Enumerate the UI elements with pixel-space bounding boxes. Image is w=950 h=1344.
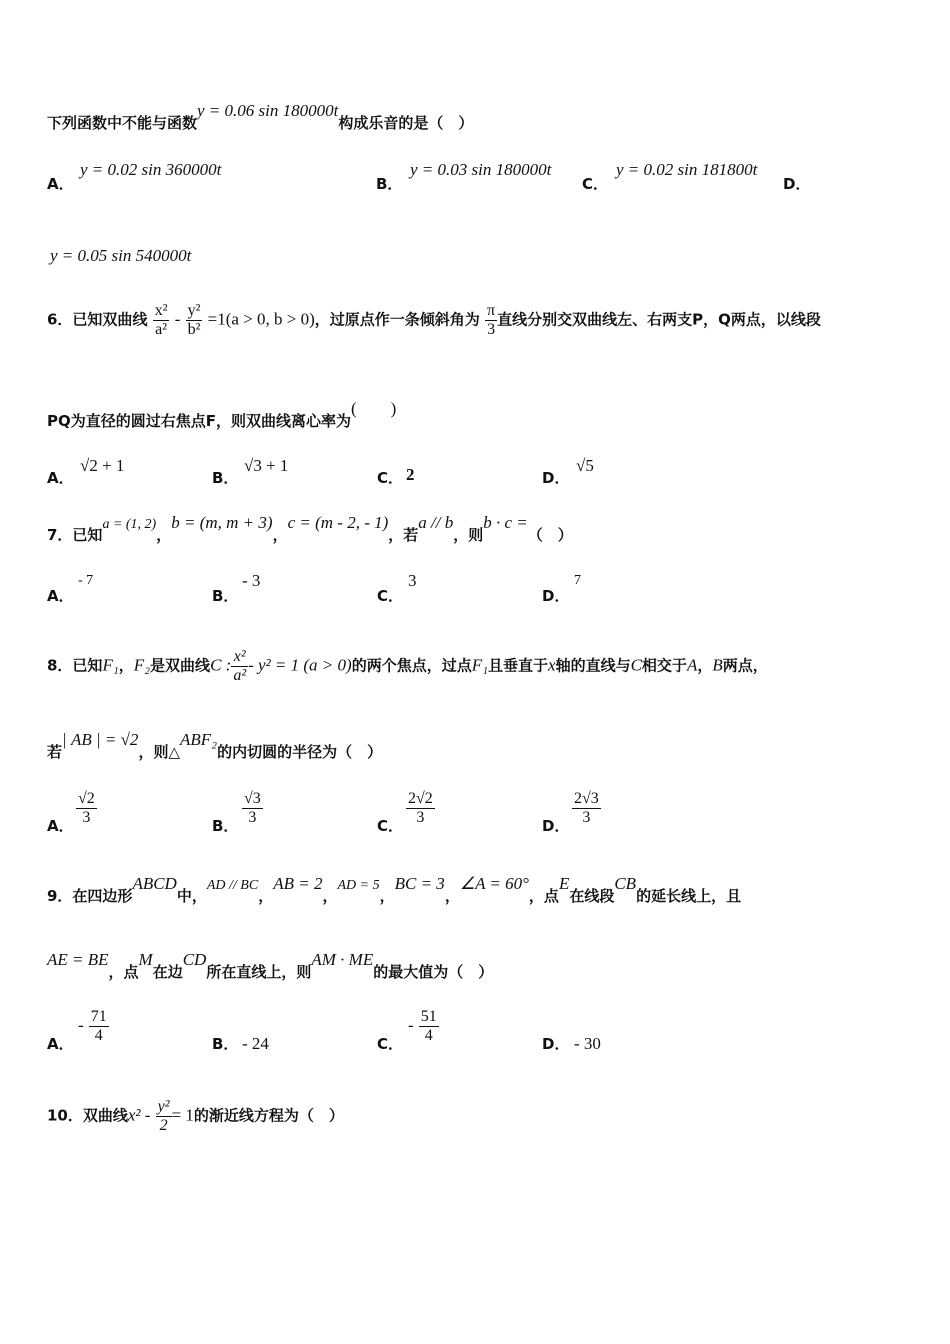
q8-c-den: 3 bbox=[416, 808, 425, 826]
q8-line2 bbox=[47, 730, 383, 762]
q5-stem bbox=[47, 101, 474, 133]
q5-option-b-value: y = 0.03 sin 180000t bbox=[410, 160, 552, 179]
q8-f2: F₂ bbox=[133, 655, 151, 675]
q7-vec-c: c = (m - 2, - 1) bbox=[287, 513, 389, 532]
q8-b-den: 3 bbox=[248, 808, 257, 826]
q9-cond2: AB = 2 bbox=[273, 874, 323, 893]
q8-c: C bbox=[630, 655, 642, 675]
q7-paren: （ ） bbox=[527, 526, 573, 544]
q7-cond-pre: ，若 bbox=[388, 526, 419, 544]
q5-option-a-label: A． bbox=[47, 175, 74, 193]
q9-option-a-label: A． bbox=[47, 1035, 74, 1053]
q10-frac bbox=[156, 1098, 172, 1134]
q10-two: 2 bbox=[159, 1116, 168, 1134]
q9-cond4: BC = 3 bbox=[394, 874, 445, 893]
q6-option-d-label: D． bbox=[542, 469, 570, 487]
q9-option-b-value: - 24 bbox=[242, 1034, 269, 1053]
q9-stem: 9．在四边形ABCD中，AD // BC，AB = 2，AD = 5，BC = 3，∠A = 60°，点E在线段CB的延长线上，且 bbox=[47, 874, 742, 905]
q6-option-b-label: B． bbox=[212, 469, 239, 487]
q8-rest: - y² = 1 (a > 0) bbox=[248, 655, 352, 675]
q9-option-c-label: C． bbox=[377, 1035, 404, 1053]
q6-option-d-value: √5 bbox=[576, 456, 594, 475]
q10-y2: y² bbox=[157, 1098, 170, 1115]
q6-number: 6．已知双曲线 bbox=[47, 310, 148, 329]
q5-option-b-label: B． bbox=[376, 175, 403, 193]
q9-option-d-label: D． bbox=[542, 1035, 570, 1053]
q6-stem bbox=[47, 302, 821, 338]
q7-vec-b: b = (m, m + 3) bbox=[171, 513, 273, 532]
q10-eq: = 1 bbox=[171, 1105, 194, 1125]
q8-b: B bbox=[712, 655, 723, 675]
q8-comma: ， bbox=[697, 656, 713, 675]
q6-tail: 直线分别交双曲线左、右两支P，Q两点，以线段 bbox=[497, 310, 821, 329]
q9-zai: 在线段 bbox=[569, 887, 615, 905]
q10-stem bbox=[47, 1098, 344, 1134]
q5-formula: y = 0.06 sin 180000t bbox=[197, 101, 339, 120]
q9-l2c: 在边 bbox=[152, 963, 183, 981]
q8-a-num: √2 bbox=[78, 790, 95, 807]
q5-prefix: 下列函数中不能与函数 bbox=[47, 114, 198, 132]
q8-t2: 且垂直于 bbox=[488, 656, 549, 675]
q6-y2: y² bbox=[187, 302, 201, 319]
q8-option-c-label: C． bbox=[377, 817, 404, 835]
q9-e: E bbox=[558, 874, 570, 893]
q8-curve-name: C : bbox=[210, 655, 232, 675]
q5-suffix: 构成乐音的是（ ） bbox=[338, 114, 474, 132]
q9-option-b-label: B． bbox=[212, 1035, 239, 1053]
q6-option-a-label: A． bbox=[47, 469, 74, 487]
q8-option-d-value bbox=[572, 790, 601, 826]
q9-c-sign: - bbox=[408, 1015, 414, 1035]
q9-a-den: 4 bbox=[94, 1026, 103, 1044]
q9-cond3: AD = 5 bbox=[337, 878, 380, 893]
q8-option-c-value bbox=[406, 790, 435, 826]
q6-option-c-label: C． bbox=[377, 469, 404, 487]
q7-option-a-value: - 7 bbox=[78, 573, 94, 588]
q6-line2 bbox=[47, 399, 397, 431]
q6-frac-y bbox=[186, 302, 203, 338]
q8-d-num: 2√3 bbox=[574, 790, 599, 807]
q9-cb: CB bbox=[614, 874, 637, 893]
q5-option-c-label: C． bbox=[582, 175, 609, 193]
q6-b2: b² bbox=[187, 320, 201, 338]
q9-option-a-value bbox=[78, 1008, 109, 1044]
q9-l2e: 的最大值为（ ） bbox=[373, 963, 494, 981]
q7-option-c-label: C． bbox=[377, 587, 404, 605]
q8-d-den: 3 bbox=[582, 808, 591, 826]
q8-frac bbox=[231, 648, 248, 684]
q5-option-c-value: y = 0.02 sin 181800t bbox=[616, 160, 758, 179]
q9-l2b: ，点 bbox=[108, 963, 139, 981]
q9-zhong: 中， bbox=[176, 887, 207, 905]
q8-a2: a² bbox=[233, 666, 247, 684]
q7-dot: b · c = bbox=[483, 513, 528, 532]
q7-vec-a: a = (1, 2) bbox=[102, 517, 157, 532]
q7-option-b-value: - 3 bbox=[242, 571, 261, 590]
q6-minus: - bbox=[174, 309, 181, 329]
q6-three: 3 bbox=[487, 320, 496, 338]
q9-tail: 的延长线上，且 bbox=[636, 887, 742, 905]
q9-abcd: ABCD bbox=[132, 874, 177, 893]
q6-mid: ，过原点作一条倾斜角为 bbox=[314, 310, 480, 329]
q9-c-num: 51 bbox=[420, 1008, 437, 1025]
q9-line2 bbox=[47, 950, 494, 982]
q7-stem: 7．已知a = (1, 2)，b = (m, m + 3)，c = (m - 2, - 1)，若a // b，则b · c =（ ） bbox=[47, 513, 573, 544]
q9-l2d: 所在直线上，则 bbox=[206, 963, 312, 981]
q8-x2: x² bbox=[231, 648, 248, 667]
q5-option-d-value: y = 0.05 sin 540000t bbox=[50, 246, 192, 265]
q9-ae-be: AE = BE bbox=[47, 950, 109, 969]
q7-option-d-value: 7 bbox=[574, 573, 581, 588]
q6-option-c-value: 2 bbox=[406, 465, 415, 484]
q10-x2: x² - bbox=[127, 1105, 151, 1125]
q6-frac-angle bbox=[485, 302, 497, 338]
q8-a: A bbox=[686, 655, 698, 675]
q8-t5: 两点， bbox=[722, 656, 768, 675]
q8-triangle: ABF₂ bbox=[179, 730, 218, 749]
q9-cond5: ∠A = 60° bbox=[459, 874, 529, 893]
q9-cd: CD bbox=[182, 950, 207, 969]
q8-l2-tail: 的内切圆的半径为（ ） bbox=[217, 743, 383, 761]
q6-pi: π bbox=[487, 302, 496, 319]
q7-option-a-label: A． bbox=[47, 587, 74, 605]
q8-f1: F₁ bbox=[102, 655, 119, 675]
q8-option-a-value bbox=[76, 790, 97, 826]
q8-t1: 的两个焦点，过点 bbox=[351, 656, 472, 675]
q8-a-den: 3 bbox=[82, 808, 91, 826]
q7-option-d-label: D． bbox=[542, 587, 570, 605]
q8-t4: 相交于 bbox=[641, 656, 687, 675]
q10-tail: 的渐近线方程为（ ） bbox=[193, 1106, 344, 1125]
q8-l2-mid: ，则△ bbox=[138, 743, 180, 761]
q6-paren: ( ) bbox=[351, 399, 397, 418]
q8-b-num: √3 bbox=[244, 790, 261, 807]
q9-dian: ，点 bbox=[528, 887, 559, 905]
q9-number: 9．在四边形 bbox=[47, 887, 133, 905]
q7-number: 7．已知 bbox=[47, 526, 103, 544]
q8-is: 是双曲线 bbox=[150, 656, 211, 675]
q8-ab: | AB | = √2 bbox=[62, 730, 139, 749]
q7-parallel: a // b bbox=[418, 513, 454, 532]
q5-option-d-label: D． bbox=[783, 175, 811, 193]
q8-option-a-label: A． bbox=[47, 817, 74, 835]
q6-option-b-value: √3 + 1 bbox=[244, 456, 289, 475]
q9-c-den: 4 bbox=[424, 1026, 433, 1044]
q7-then: ，则 bbox=[453, 526, 484, 544]
q6-a2: a² bbox=[155, 320, 168, 338]
q6-x2: x² bbox=[154, 302, 168, 319]
q6-line2-text: PQ为直径的圆过右焦点F，则双曲线离心率为 bbox=[47, 412, 351, 430]
q10-number: 10．双曲线 bbox=[47, 1106, 128, 1125]
q8-x: x bbox=[548, 655, 556, 675]
q6-condition: =1(a > 0, b > 0) bbox=[207, 309, 315, 329]
q8-option-b-label: B． bbox=[212, 817, 239, 835]
q7-option-c-value: 3 bbox=[408, 571, 417, 590]
q9-a-sign: - bbox=[78, 1015, 84, 1035]
q5-option-a-value: y = 0.02 sin 360000t bbox=[80, 160, 222, 179]
q8-number: 8．已知 bbox=[47, 656, 103, 675]
q9-dot-product: AM · ME bbox=[311, 950, 374, 969]
q9-cond1: AD // BC bbox=[206, 878, 259, 893]
q9-option-c-value bbox=[408, 1008, 439, 1044]
q6-option-a-value: √2 + 1 bbox=[80, 456, 125, 475]
q9-a-num: 71 bbox=[90, 1008, 107, 1025]
q8-option-d-label: D． bbox=[542, 817, 570, 835]
q9-m: M bbox=[138, 950, 153, 969]
q8-l2-pre: 若 bbox=[47, 743, 63, 761]
q8-c-num: 2√2 bbox=[408, 790, 433, 807]
q8-option-b-value bbox=[242, 790, 263, 826]
q8-stem: 8．已知F₁，F₂是双曲线C : $\frac{\text{x²}}{\text{a²}}$ - y² = 1 (a > 0)的两个焦点，过点F₁且垂直于x轴的直线与C相交于A，B两点， bbox=[47, 648, 768, 684]
q8-t3: 轴的直线与 bbox=[555, 656, 631, 675]
q7-option-b-label: B． bbox=[212, 587, 239, 605]
q6-frac-x bbox=[153, 302, 170, 338]
q8-f1-again: F₁ bbox=[471, 655, 488, 675]
q9-option-d-value: - 30 bbox=[574, 1034, 601, 1053]
